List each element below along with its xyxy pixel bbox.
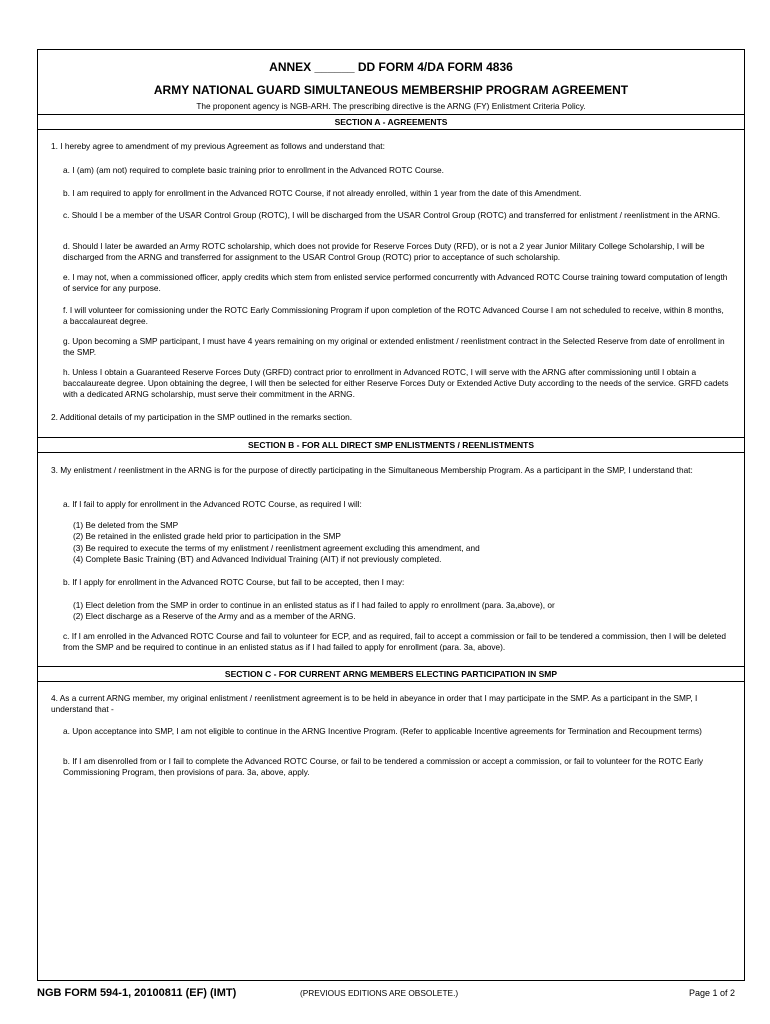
section-b-item-b-2: (2) Elect discharge as a Reserve of the Army and as a member of the ARNG.: [73, 611, 356, 621]
form-body: [37, 49, 745, 981]
section-a-item-d: d. Should I later be awarded an Army ROTC scholarship, which does not provide for Reserve Forces Duty (RFD), or is not a 2 year Junior Military College Scholarship, I will be discharged from the ARNG and transferred for assignment to the USAR Control Group (ROTC) prior to acceptance of such scholarship.: [63, 241, 705, 263]
agreement-title: ARMY NATIONAL GUARD SIMULTANEOUS MEMBERSHIP PROGRAM AGREEMENT: [153, 83, 629, 97]
section-b-item-a: a. If I fail to apply for enrollment in the Advanced ROTC Course, as required I will:: [63, 499, 362, 509]
section-a-item-h: h. Unless I obtain a Guaranteed Reserve Forces Duty (GRFD) contract prior to enrollment in Advanced ROTC, I will serve with the ARNG after commissioning until I obtain a baccalaureate degree. Upon obtaining the degree, I will then be selected for either Reserve Forces Duty or Extended Active Duty according to the needs of the service. GRFD cadets with a dedicated ARNG scholarship, must serve their commitment in the ARNG.: [63, 367, 729, 400]
section-b-item-b-1: (1) Elect deletion from the SMP in order to continue in an enlisted status as if I had failed to apply ro enrollment (para. 3a,above), or: [73, 600, 555, 610]
section-a-item-g: g. Upon becoming a SMP participant, I must have 4 years remaining on my original or extended enlistment / reenlistment contract in the Selected Reserve from date of enrollment in the SMP.: [63, 336, 725, 358]
section-c-item-b: b. If I am disenrolled from or I fail to complete the Advanced ROTC Course, or fail to be tendered a commission or accept a commission, or fail to volunteer for the ROTC Early Commissioning Program, then provisions of para. 3a, above, apply.: [63, 756, 704, 778]
annex-title: ANNEX ______ DD FORM 4/DA FORM 4836: [269, 60, 513, 74]
section-a-item-f: f. I will volunteer for comissioning under the ROTC Early Commissioning Program if upon completion of the ROTC Advanced Course I am not scheduled to receive, within 8 months, a baccalaureat degree.: [63, 305, 724, 327]
section-a-header: SECTION A - AGREEMENTS: [38, 114, 744, 130]
section-b-item-c: c. If I am enrolled in the Advanced ROTC Course and fail to volunteer for ECP, and as required, fail to accept a commission or fail to be tendered a commission, then I will be deleted from the SMP and be required to continue in an enlisted status as if I had failed to apply for enrollment (para. 3a, above).: [63, 631, 727, 653]
section-a-item-a: a. I (am) (am not) required to complete basic training prior to enrollment in the Advanced ROTC Course.: [63, 165, 444, 175]
section-a-para-1: 1. I hereby agree to amendment of my previous Agreement as follows and understand that:: [51, 141, 385, 151]
section-a-para-2: 2. Additional details of my participation in the SMP outlined in the remarks section.: [51, 412, 353, 422]
section-c-header: SECTION C - FOR CURRENT ARNG MEMBERS ELECTING PARTICIPATION IN SMP: [38, 666, 744, 682]
section-b-item-a-3: (3) Be required to execute the terms of my enlistment / reenlistment agreement excluding this amendment, and: [73, 543, 480, 553]
section-b-item-a-1: (1) Be deleted from the SMP: [73, 520, 179, 530]
section-a-item-b: b. I am required to apply for enrollment in the Advanced ROTC Course, if not already enrolled, within 1 year from the date of this Amendment.: [63, 188, 582, 198]
section-b-para-3: 3. My enlistment / reenlistment in the ARNG is for the purpose of directly participating in the Simultaneous Membership Program. As a participant in the SMP, I understand that:: [51, 465, 693, 475]
section-a-item-c: c. Should I be a member of the USAR Control Group (ROTC), I will be discharged from the USAR Control Group (ROTC) and transferred for enlistment / reenlistment in the ARNG.: [63, 210, 721, 220]
section-b-item-b: b. If I apply for enrollment in the Advanced ROTC Course, but fail to be accepted, then I may:: [63, 577, 405, 587]
section-b-item-a-2: (2) Be retained in the enlisted grade held prior to participation in the SMP: [73, 531, 341, 541]
section-b-header: SECTION B - FOR ALL DIRECT SMP ENLISTMENTS / REENLISTMENTS: [38, 437, 744, 453]
page-number: Page 1 of 2: [688, 988, 735, 998]
proponent-note: The proponent agency is NGB-ARH. The prescribing directive is the ARNG (FY) Enlistment Criteria Policy.: [196, 101, 586, 111]
editions-note: (PREVIOUS EDITIONS ARE OBSOLETE.): [300, 988, 459, 998]
form-number: NGB FORM 594-1, 20100811 (EF) (IMT): [37, 987, 237, 999]
section-b-item-a-4: (4) Complete Basic Training (BT) and Advanced Individual Training (AIT) if not previously completed.: [73, 554, 442, 564]
section-c-item-a: a. Upon acceptance into SMP, I am not eligible to continue in the ARNG Incentive Program. (Refer to applicable Incentive agreements for Termination and Recoupment terms): [63, 726, 702, 736]
section-c-para-4: 4. As a current ARNG member, my original enlistment / reenlistment agreement is to be held in abeyance in order that I may participate in the SMP. As a participant in the SMP, I understand that -: [51, 693, 698, 715]
section-a-item-e: e. I may not, when a commissioned officer, apply credits which stem from enlisted service performed concurrently with Advanced ROTC Course training toward computation of length of service for any purpose.: [63, 272, 728, 294]
